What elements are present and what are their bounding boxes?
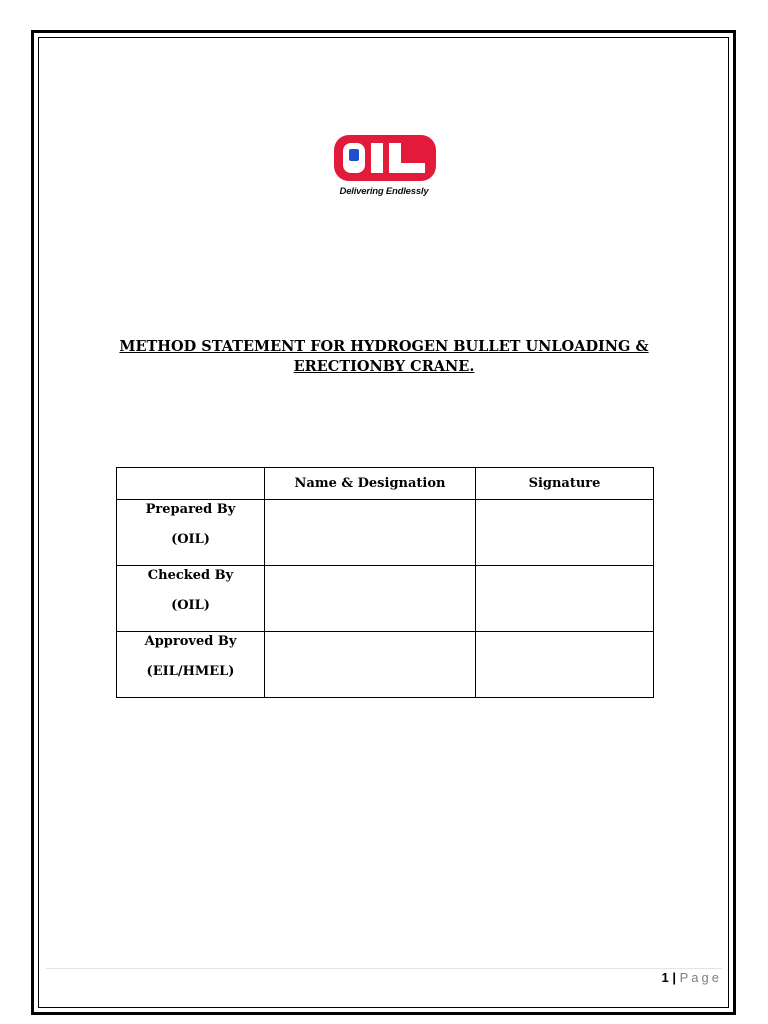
role-label: Prepared By <box>145 502 236 517</box>
page-footer <box>662 970 723 986</box>
name-cell <box>265 566 476 632</box>
title-line-2: ERECTIONBY CRANE. <box>293 358 475 375</box>
role-org: (OIL) <box>171 532 210 547</box>
logo-tagline: Delivering Endlessly <box>339 186 429 197</box>
header-signature: Signature <box>476 468 654 500</box>
role-cell <box>117 500 265 566</box>
title-line-1: METHOD STATEMENT FOR HYDROGEN BULLET UNLOADING & <box>119 338 649 355</box>
table-header-row <box>117 468 654 500</box>
role-cell <box>117 566 265 632</box>
role-org: (OIL) <box>171 598 210 613</box>
page-label: Page <box>679 970 722 985</box>
table-row-checked <box>117 566 654 632</box>
signature-cell <box>476 632 654 698</box>
header-name-designation: Name & Designation <box>265 468 476 500</box>
header-cell-empty <box>117 468 265 500</box>
table-row-prepared <box>117 500 654 566</box>
footer-divider <box>46 968 722 969</box>
table-row-approved <box>117 632 654 698</box>
name-cell <box>265 632 476 698</box>
approval-table <box>116 467 654 698</box>
role-org: (EIL/HMEL) <box>146 664 235 679</box>
role-cell <box>117 632 265 698</box>
signature-cell <box>476 566 654 632</box>
signature-cell <box>476 500 654 566</box>
footer-separator: | <box>672 970 676 985</box>
page-number: 1 <box>661 970 669 985</box>
role-label: Checked By <box>147 568 234 583</box>
document-title <box>60 337 708 377</box>
role-label: Approved By <box>144 634 237 649</box>
name-cell <box>265 500 476 566</box>
